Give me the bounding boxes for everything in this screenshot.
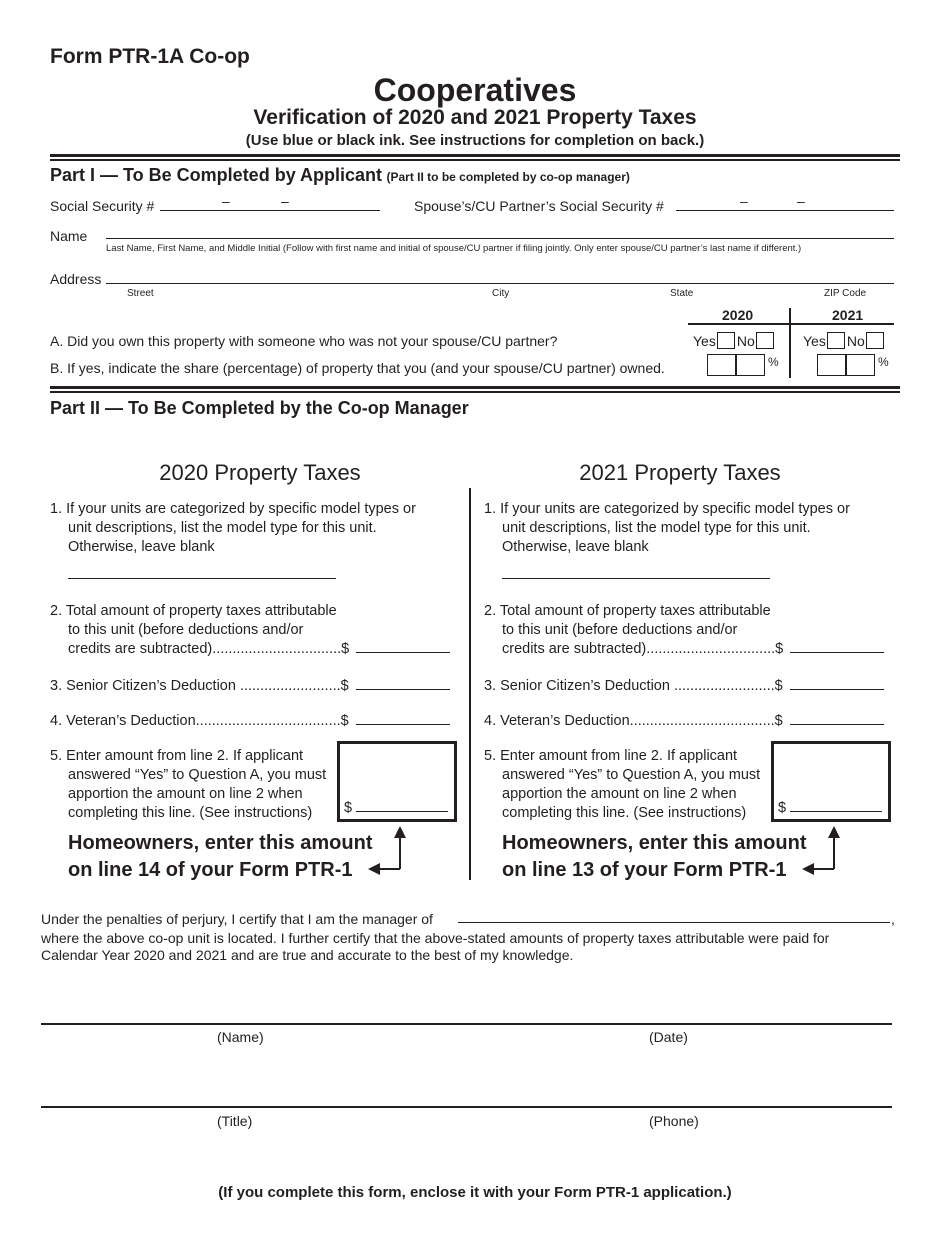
top-rule-thin	[50, 159, 900, 161]
q-b-2020-percent-sign: %	[768, 355, 779, 369]
state-caption: State	[670, 288, 694, 299]
q-a-2021-no-label: No	[846, 333, 865, 349]
ssn-field[interactable]	[160, 210, 380, 211]
col-2020-item3: 3. Senior Citizen’s Deduction .........................$	[50, 678, 349, 694]
col-2021-note: Homeowners, enter this amount on line 13 of your Form PTR-1	[502, 832, 807, 881]
q-a-2020-yes-checkbox[interactable]	[717, 332, 735, 349]
name-date-line[interactable]	[41, 1023, 892, 1025]
q-b-2020-divider	[735, 354, 737, 376]
footer-instruction: (If you complete this form, enclose it with your Form PTR-1 application.)	[218, 1184, 732, 1201]
city-caption: City	[492, 288, 510, 299]
q-a-2020-yes-label: Yes	[693, 333, 716, 349]
col-2020-line5-dollar: $	[344, 800, 353, 816]
column-divider	[469, 488, 471, 880]
question-b: B. If yes, indicate the share (percentage) of property that you (and your spouse/CU partner) owned.	[50, 360, 665, 376]
col-2020-total-taxes-field[interactable]	[356, 652, 450, 653]
col-2021-line5-dollar: $	[778, 800, 787, 816]
part1-heading: Part I — To Be Completed by Applicant (Part II to be completed by co-op manager)	[50, 165, 630, 185]
ssn-dash-2: –	[281, 193, 289, 209]
ssn-label: Social Security #	[50, 198, 155, 214]
col-2021-item2: 2. Total amount of property taxes attributable to this unit (before deductions and/or credits are subtracted)................................$	[484, 603, 784, 657]
col-2020-note: Homeowners, enter this amount on line 14 of your Form PTR-1	[68, 832, 373, 881]
certification-comma: ,	[891, 911, 895, 927]
form-subtitle: Verification of 2020 and 2021 Property Taxes	[253, 106, 697, 129]
col-2020-title: 2020 Property Taxes	[159, 460, 361, 485]
col-2021-line5-box	[771, 741, 891, 822]
form-title: Cooperatives	[373, 72, 577, 108]
phone-caption: (Phone)	[649, 1113, 699, 1129]
form-id: Form PTR-1A Co-op	[50, 45, 250, 68]
col-2021-arrow-icon	[800, 824, 846, 876]
zip-caption: ZIP Code	[824, 288, 867, 299]
col-2020-item2: 2. Total amount of property taxes attributable to this unit (before deductions and/or credits are subtracted)................................$	[50, 603, 350, 657]
col-2020-line5-box	[337, 741, 457, 822]
col-2020-arrow-icon	[366, 824, 412, 876]
q-b-2021-percent-sign: %	[878, 355, 889, 369]
q-a-2021-yes-label: Yes	[803, 333, 826, 349]
date-caption: (Date)	[649, 1029, 688, 1045]
title-caption: (Title)	[217, 1113, 253, 1129]
certification-line1: Under the penalties of perjury, I certify that I am the manager of	[41, 911, 433, 927]
top-rule	[50, 154, 900, 157]
year-header-rule	[688, 323, 894, 325]
col-2021-item5: 5. Enter amount from line 2. If applicant answered “Yes” to Question A, you must apportion the amount on line 2 when completing this line. (See instructions)	[484, 748, 761, 821]
col-2021-item1: 1. If your units are categorized by specific model types or unit descriptions, list the model type for this unit. Otherwise, leave blank	[484, 501, 850, 555]
col-2020-item1: 1. If your units are categorized by specific model types or unit descriptions, list the model type for this unit. Otherwise, leave blank	[50, 501, 416, 555]
certification-line3: Calendar Year 2020 and 2021 and are true and accurate to the best of my knowledge.	[41, 947, 574, 963]
col-2021-model-type-field[interactable]	[502, 578, 770, 579]
part2-rule-thin	[50, 391, 900, 393]
q-a-2021-yes-checkbox[interactable]	[827, 332, 845, 349]
question-a: A. Did you own this property with someone who was not your spouse/CU partner?	[50, 333, 558, 349]
name-hint: Last Name, First Name, and Middle Initial (Follow with first name and initial of spouse/CU partner if filing jointly. Only enter spouse/CU partner’s last name if different.)	[106, 243, 802, 254]
q-b-2021-divider	[845, 354, 847, 376]
year-divider	[789, 308, 791, 378]
spouse-ssn-label: Spouse’s/CU Partner’s Social Security #	[414, 198, 664, 214]
name-caption: (Name)	[217, 1029, 264, 1045]
q-a-2021-no-checkbox[interactable]	[866, 332, 884, 349]
address-label: Address	[50, 271, 102, 287]
q-a-2021-checkboxes	[803, 332, 886, 349]
ssn-dash-1: –	[222, 193, 230, 209]
spouse-ssn-dash-1: –	[740, 193, 748, 209]
spouse-ssn-dash-2: –	[797, 193, 805, 209]
col-2021-item4: 4. Veteran’s Deduction....................................$	[484, 713, 783, 729]
col-2021-line5-field[interactable]	[790, 811, 882, 812]
address-field[interactable]	[106, 283, 894, 284]
col-2021-title: 2021 Property Taxes	[579, 460, 781, 485]
col-2021-veteran-deduction-field[interactable]	[790, 724, 884, 725]
col-2020-item5: 5. Enter amount from line 2. If applicant answered “Yes” to Question A, you must apportion the amount on line 2 when completing this line. (See instructions)	[50, 748, 327, 821]
col-2020-model-type-field[interactable]	[68, 578, 336, 579]
spouse-ssn-field[interactable]	[676, 210, 894, 211]
col-2020-senior-deduction-field[interactable]	[356, 689, 450, 690]
part2-heading: Part II — To Be Completed by the Co-op Manager	[50, 398, 469, 418]
year-2020-header: 2020	[722, 307, 754, 323]
q-a-2020-no-checkbox[interactable]	[756, 332, 774, 349]
col-2021-senior-deduction-field[interactable]	[790, 689, 884, 690]
col-2020-veteran-deduction-field[interactable]	[356, 724, 450, 725]
q-a-2020-checkboxes	[693, 332, 776, 349]
col-2020-line5-field[interactable]	[356, 811, 448, 812]
name-label: Name	[50, 228, 88, 244]
name-field[interactable]	[106, 238, 894, 239]
street-caption: Street	[127, 288, 154, 299]
year-2021-header: 2021	[832, 307, 864, 323]
col-2020-item4: 4. Veteran’s Deduction....................................$	[50, 713, 349, 729]
col-2021-item3: 3. Senior Citizen’s Deduction .........................$	[484, 678, 783, 694]
part2-rule	[50, 386, 900, 389]
col-2021-total-taxes-field[interactable]	[790, 652, 884, 653]
ink-instruction: (Use blue or black ink. See instructions for completion on back.)	[245, 132, 705, 149]
q-a-2020-no-label: No	[736, 333, 755, 349]
certification-line2: where the above co-op unit is located. I further certify that the above-stated amounts of property taxes attributable were paid for	[41, 930, 830, 946]
title-phone-line[interactable]	[41, 1106, 892, 1108]
coop-name-field[interactable]	[458, 922, 890, 923]
